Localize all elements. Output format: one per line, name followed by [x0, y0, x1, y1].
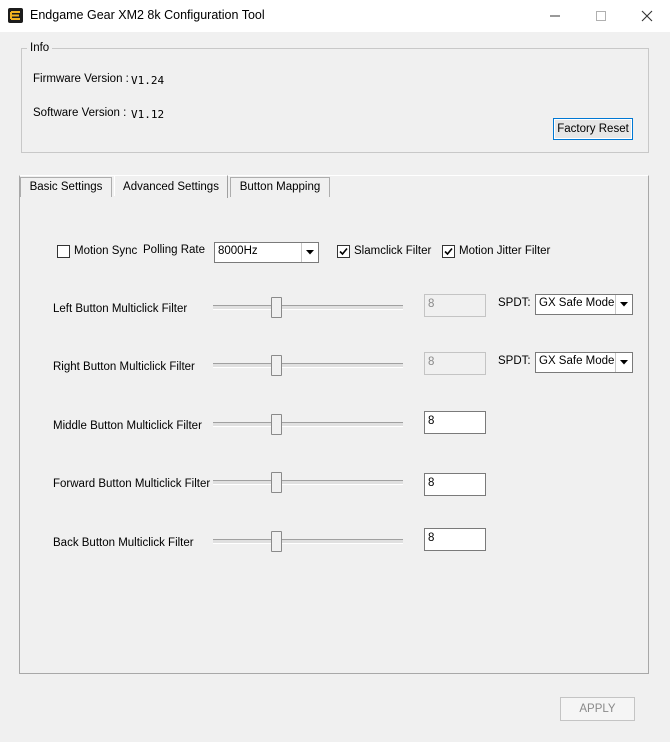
forward-button-filter-slider-track[interactable]: [213, 480, 403, 485]
chevron-down-icon: [615, 353, 632, 372]
software-version-value: V1.12: [131, 108, 165, 121]
back-button-filter-label: Back Button Multiclick Filter: [53, 537, 194, 549]
right-button-filter-value-text: 8: [428, 356, 435, 368]
back-button-filter-slider-thumb[interactable]: [271, 531, 282, 552]
middle-button-filter-value-text: 8: [428, 415, 435, 427]
motion-jitter-filter-label: Motion Jitter Filter: [459, 245, 551, 257]
software-version-label: Software Version :: [33, 107, 127, 119]
motion-jitter-filter-checkbox[interactable]: [442, 245, 455, 258]
window-title: Endgame Gear XM2 8k Configuration Tool: [30, 8, 265, 22]
right-spdt-select[interactable]: [535, 352, 633, 373]
chevron-down-icon: [301, 243, 318, 262]
close-icon: [641, 10, 653, 22]
back-button-filter-slider-track[interactable]: [213, 539, 403, 544]
firmware-version-label: Firmware Version :: [33, 73, 129, 85]
tab-advanced-settings[interactable]: Advanced Settings: [114, 175, 228, 198]
forward-button-filter-label: Forward Button Multiclick Filter: [53, 478, 211, 490]
right-spdt-value: GX Safe Mode: [539, 355, 615, 367]
right-button-filter-label: Right Button Multiclick Filter: [53, 361, 195, 373]
factory-reset-button[interactable]: Factory Reset: [553, 118, 633, 140]
checkmark-icon: [338, 246, 349, 257]
polling-rate-value: 8000Hz: [218, 245, 258, 257]
tab-button-mapping[interactable]: Button Mapping: [230, 177, 330, 197]
right-button-filter-value: [424, 352, 486, 375]
apply-button[interactable]: APPLY: [560, 697, 635, 721]
firmware-version-value: V1.24: [131, 74, 165, 87]
left-button-filter-label: Left Button Multiclick Filter: [53, 303, 188, 315]
middle-button-filter-slider-track[interactable]: [213, 422, 403, 427]
slamclick-filter-checkbox[interactable]: [337, 245, 350, 258]
motion-sync-checkbox[interactable]: [57, 245, 70, 258]
right-spdt-label: SPDT:: [498, 355, 531, 367]
middle-button-filter-label: Middle Button Multiclick Filter: [53, 420, 202, 432]
polling-rate-select[interactable]: [214, 242, 319, 263]
left-spdt-label: SPDT:: [498, 297, 531, 309]
left-button-filter-slider-track[interactable]: [213, 305, 403, 310]
right-button-filter-slider-thumb[interactable]: [271, 355, 282, 376]
minimize-button[interactable]: [532, 0, 578, 32]
forward-button-filter-slider-thumb[interactable]: [271, 472, 282, 493]
left-button-filter-value-text: 8: [428, 298, 435, 310]
info-legend: Info: [27, 42, 52, 54]
left-button-filter-value: [424, 294, 486, 317]
forward-button-filter-value-text: 8: [428, 477, 435, 489]
left-spdt-select[interactable]: [535, 294, 633, 315]
back-button-filter-value[interactable]: [424, 528, 486, 551]
middle-button-filter-slider-thumb[interactable]: [271, 414, 282, 435]
polling-rate-label: Polling Rate: [143, 244, 206, 256]
maximize-icon: [595, 10, 607, 22]
left-spdt-value: GX Safe Mode: [539, 297, 615, 309]
back-button-filter-value-text: 8: [428, 532, 435, 544]
app-logo-icon: [8, 8, 23, 23]
checkmark-icon: [443, 246, 454, 257]
close-button[interactable]: [624, 0, 670, 32]
motion-sync-label: Motion Sync: [74, 245, 138, 257]
chevron-down-icon: [615, 295, 632, 314]
forward-button-filter-value[interactable]: [424, 473, 486, 496]
right-button-filter-slider-track[interactable]: [213, 363, 403, 368]
tab-basic-settings[interactable]: Basic Settings: [20, 177, 112, 197]
minimize-icon: [549, 10, 561, 22]
slamclick-filter-label: Slamclick Filter: [354, 245, 432, 257]
left-button-filter-slider-thumb[interactable]: [271, 297, 282, 318]
active-tab-connector: [114, 196, 226, 198]
maximize-button[interactable]: [578, 0, 624, 32]
middle-button-filter-value[interactable]: [424, 411, 486, 434]
